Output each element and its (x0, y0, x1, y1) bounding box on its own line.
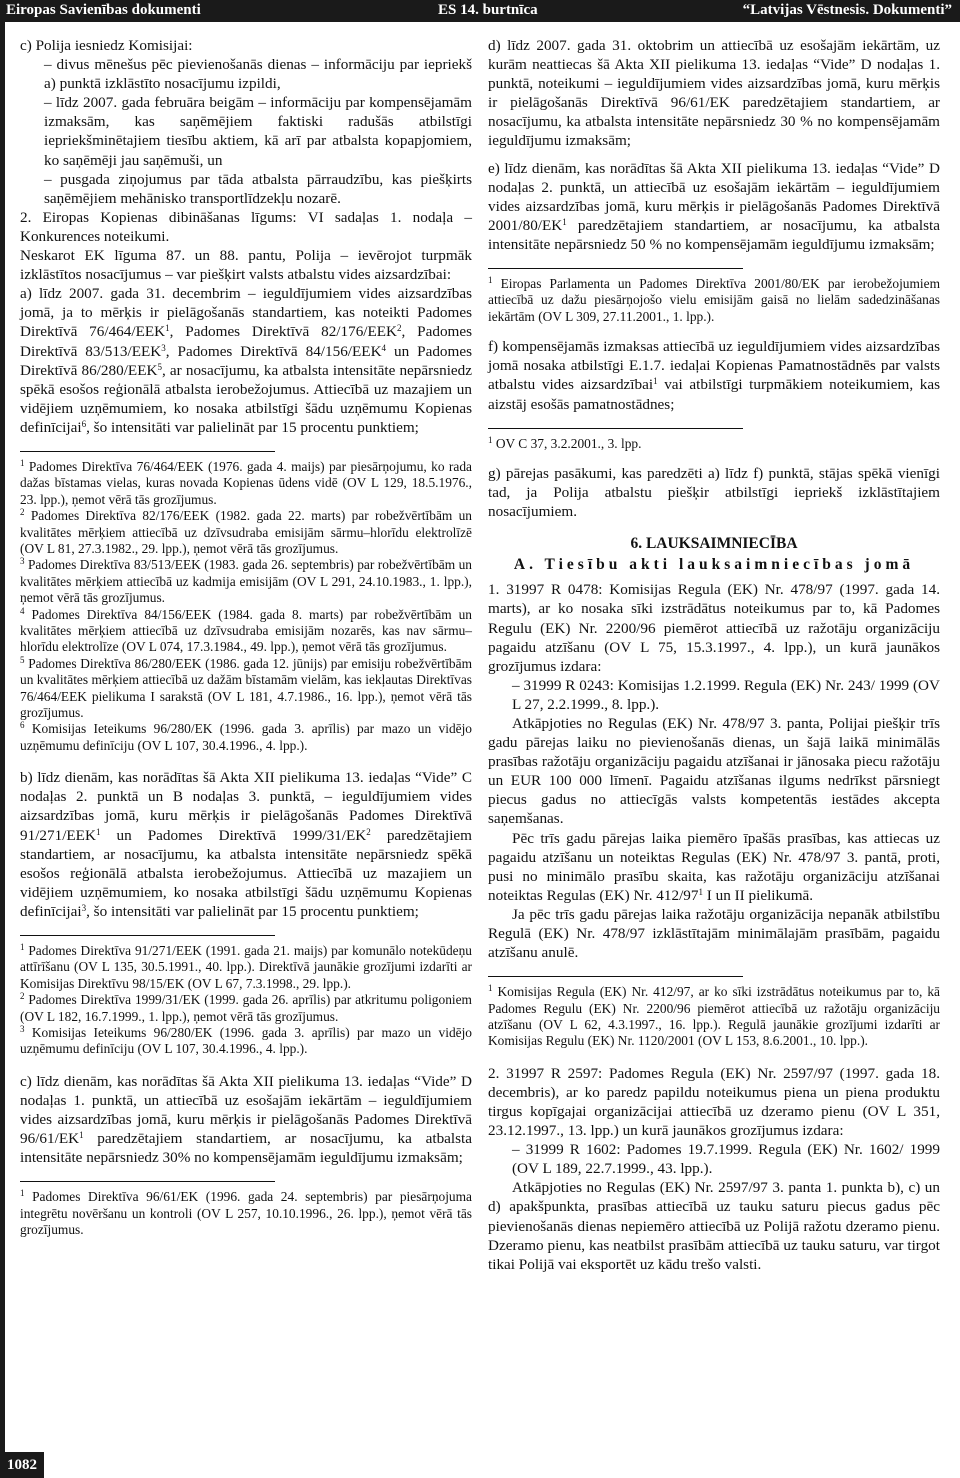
para-c-dash3: – pusgada ziņojumus par tāda atbalsta pārraudzību, kas piešķirts saņēmējiem mehānisko transportlīdzekļu nozarē. (44, 170, 472, 207)
footnote-rule (488, 268, 743, 269)
item-1-para-b: Atkāpjoties no Regulas (EK) Nr. 478/97 3. panta, Polijai piešķir trīs gadu pārejas laiku no pievienošanās dienas, un šajā laikā minimālās prasības ražotāju organizāciju pagaidu atzīšanai ir jānosaka piecu ražotāju un EUR 100 000 līmenī. Pagaidu atzīšanas ilgums nedrīkst pārsniegt piecus gadus no attiecīgās valsts kompetentās iestādes akcepta saņemšanas. (488, 714, 940, 828)
footnote: $^5$ Padomes Direktīva 86/280/EEK (1986. gada 12. jūnijs) par emisiju robežvērtībām un kvalitātes mērķiem attiecībā uz dažām bīstamām vielām, kas iekļautas Direktīvas 76/464/EEK pielikuma I sarakstā (OV L 181, 4.7.1986., 16. lpp.), ņemot vērā tās grozījumus. (20, 654, 472, 721)
footnote: $^3$ Padomes Direktīva 83/513/EEK (1983. gada 26. septembris) par robežvērtībām un kvalitātes mērķiem attiecībā uz kadmija emisijām (OV L 291, 24.10.1983., 1. lpp.), ņemot vērā tās grozījumus. (20, 556, 472, 606)
margin-bar (0, 22, 5, 1478)
item-1-para-c: Pēc trīs gadu pārejas laika piemēro īpašās prasības, kas attiecas uz pagaidu atzīšanu un noteiktas Regulas (EK) Nr. 478/97 3. pantā, proti, pusi no minimālo prasību skaita, kas ražotāju organizāciju atzīšanai noteiktas Regulas (EK) Nr. $412/97^1$ I un II pielikumā. (488, 829, 940, 904)
item-1-dash: – 31999 R 0243: Komisijas 1.2.1999. Regula (EK) Nr. 243/ 1999 (OV L 27, 2.2.1999., 8. lpp.). (512, 676, 940, 713)
header-center: ES 14. burtnīca (438, 2, 538, 18)
right-column (488, 36, 940, 1274)
footnote: $^1$ Komisijas Regula (EK) Nr. 412/97, ar ko sīki izstrādātus noteikumus par to, kā Padomes Regulu (EK) Nr. 2200/96 piemērot attiecībā uz ražotāju organizāciju atzīšanu (OV L 62, 4.3.1997., 16. lpp.). Regulā jaunākie grozījumi izdarīti ar Komisijas Regulu (EK) Nr. 1120/2001 (OV L 153, 8.6.2001., 10. lpp.). (488, 983, 940, 1049)
para-a: a) līdz 2007. gada 31. decembrim – ieguldījumiem vides aizsardzības jomā, ja to mērķis ir pielāgošanās standartiem, kas noteikti Padomes Direktīvā 76/464/EEK$^1$, Padomes Direktīvā 82/176/EEK$^2$, Padomes Direktīvā 83/513/EEK$^3$, Padomes Direktīvā 84/156/EEK$^4$ un Padomes Direktīvā 86/280/EEK$^5$, ar nosacījumu, ka atbalsta intensitāte nepārsniedz spēkā esošos reģionālā atbalsta ierobežojumus. Attiecībā uz mazajiem un vidējiem uzņēmumiem, ko nosaka atbilstīgi šādu uzņēmumu Kopienas definīcijai$^6$, šo intensitāti var palielināt par 15 procentu punktiem; (20, 285, 472, 436)
item-2-dash: – 31999 R 1602: Padomes 19.7.1999. Regula (EK) Nr. 1602/ 1999 (OV L 189, 22.7.1999., 43. lpp.). (512, 1141, 940, 1178)
footnote-rule (20, 1181, 275, 1182)
footnote-rule (488, 428, 743, 429)
footnote: $^4$ Padomes Direktīva 84/156/EEK (1984. gada 8. marts) par robežvērtībām un kvalitātes mērķiem attiecībā uz dzīvsudraba emisijām nozarēs, kas nav sārmu–hlorīdu elektrolīze (OV L 074, 17.3.1984., 49. lpp.), ņemot vērā tās grozījumus. (20, 605, 472, 655)
footnote: $^6$ Komisijas Ieteikums 96/280/EK (1996. gada 3. aprīlis) par mazo un vidējo uzņēmumu definīciju (OV L 107, 30.4.1996., 4. lpp.). (20, 720, 472, 753)
footnote: $^1$ OV C 37, 3.2.2001., 3. lpp. (488, 434, 642, 451)
left-column (20, 36, 472, 1239)
footnote-rule (20, 935, 275, 936)
item-2-para-b: Atkāpjoties no Regulas (EK) Nr. 2597/97 3. panta 1. punkta b), c) un d) apakšpunkta, prasības attiecībā uz tauku saturu piecus gadus pēc pievienošanās dienas nepiemēro attiecībā uz Polijā ražotu dzeramo pienu. Dzeramo pienu, kas neatbilst prasībām attiecībā uz tauku saturu, var tirgot tikai Polijā vai eksportēt uz kādu trešo valsti. (488, 1179, 940, 1273)
item-2: 2. 31997 R 2597: Padomes Regula (EK) Nr. 2597/97 (1997. gada 18. decembris), ar ko paredz papildu noteikumus piena un piena produktu tirgus kopīgajai organizācijai attiecībā uz dzeramo pienu (OV L 351, 23.12.1997., 13. lpp.) un kurā jaunākos grozījumus izdara: (488, 1064, 940, 1140)
header-left: Eiropas Savienības dokumenti (6, 2, 201, 18)
footnote-rule (488, 976, 743, 977)
para-c2: c) līdz dienām, kas norādītas šā Akta XII pielikuma 13. iedaļas “Vide” D nodaļas 1. punktā, un attiecībā uz esošajām iekārtām – ieguldījumiem vides aizsardzības jomā, kuru mērķis ir pielāgošanās Padomes Direktīvā $96/61/EK^1$ paredzētajiem standartiem, ar nosacījumu, ka atbalsta intensitāte nepārsniedz 30% no kompensējamām ieguldījumu izmaksām; (20, 1072, 472, 1167)
para-d: d) līdz 2007. gada 31. oktobrim un attiecībā uz esošajām iekārtām, uz kurām neattiecas šā Akta XII pielikuma 13. iedaļas “Vide” D nodaļas 1. punktā, noteikumi – ieguldījumiem vides aizsardzības jomā, kuru mērķis ir pielāgošanās Direktīvā 96/61/EK paredzētajiem standartiem, ar nosacījumu, ka atbalsta intensitāte nepārsniedz 30 % no kompensējamām ieguldījumu izmaksām; (488, 37, 940, 150)
footnote: $^3$ Komisijas Ieteikums 96/280/EK (1996. gada 3. aprīlis) par mazo un vidējo uzņēmumu definīciju (OV L 107, 30.4.1996., 4. lpp.). (20, 1024, 472, 1057)
header-right: “Latvijas Vēstnesis. Dokumenti” (742, 2, 952, 18)
para-c-label: c) Polija iesniedz Komisijai: (20, 37, 193, 54)
section-2-title: 2. Eiropas Kopienas dibināšanas līgums: VI sadaļas 1. nodaļa – Konkurences noteikumi. (20, 208, 472, 245)
footnote: $^1$ Padomes Direktīva 91/271/EEK (1991. gada 21. maijs) par komunālo notekūdeņu attīrīšanu (OV L 135, 30.5.1991., 40. lpp.). Direktīvā jaunākie grozījumi izdarīti ar Komisijas Direktīvu 98/15/EK (OV L 67, 7.3.1998., 29. lpp.). (20, 942, 472, 991)
footnote: $^1$ Padomes Direktīva 96/61/EK (1996. gada 24. septembris) par piesārņojuma integrētu novēršanu un kontroli (OV L 257, 10.10.1996., 26. lpp.), ņemot vērā tās grozījumus. (20, 1188, 472, 1238)
section-a-title: A. Tiesību akti lauksaimniecības jomā (513, 556, 915, 574)
para-g: g) pārejas pasākumi, kas paredzēti a) līdz f) punktā, stājas spēkā vienīgi tad, ja Polija atbalstu piešķir atbilstīgi iepriekš izklāstītajiem nosacījumiem. (488, 465, 940, 521)
item-1: 1. 31997 R 0478: Komisijas Regula (EK) Nr. 478/97 (1997. gada 14. marts), ar ko nosaka sīki izstrādātus noteikumus par to, kā Padomes Regulu (EK) Nr. 2200/96 piemērot attiecībā uz ražotāju organizāciju pagaidu atzīšanu (OV L 75, 15.3.1997., 4. lpp.), un kurā jaunākos grozījumus izdara: (488, 581, 940, 675)
footnote: $^1$ Eiropas Parlamenta un Padomes Direktīva 2001/80/EK par ierobežojumiem attiecībā uz dažu piesārņojošo vielu emisijām gaisā no lielām sadedzināšanas iekārtām (OV L 309, 27.11.2001., 1. lpp.). (488, 275, 940, 324)
para-f: f) kompensējamās izmaksas attiecībā uz ieguldījumiem vides aizsardzības jomā nosaka atbilstīgi E.1.7. iedaļai Kopienas Pamatnostādnēs par valsts atbalstu vides aizsardzībai$^1$ vai atbilstīgi turpmākiem noteikumiem, kas aizstāj esošās pamatnostādnes; (488, 338, 940, 413)
para-s2: Neskarot EK līguma 87. un 88. pantu, Polija – ievērojot turpmāk izklāstītos nosacījumus – var piešķirt valsts atbalstu vides aizsardzībai: (20, 247, 472, 284)
footnote: $^2$ Padomes Direktīva 82/176/EEK (1982. gada 22. marts) par robežvērtībām un kvalitātes mērķiem attiecībā uz dzīvsudraba emisijām sārmu–hlorīdu elektrolīzē (OV L 81, 27.3.1982., 29. lpp.), ņemot vērā tās grozījumus. (20, 507, 472, 556)
footnote: $^1$ Padomes Direktīva 76/464/EEK (1976. gada 4. maijs) par piesārņojumu, ko rada dažas bīstamas vielas, kuras novada Kopienas ūdens vidē (OV L 129, 18.5.1976., 23. lpp.), ņemot vērā tās grozījumus. (20, 457, 472, 507)
item-1-para-d: Ja pēc trīs gadu pārejas laika ražotāju organizācija nepanāk atbilstību Regulā (EK) Nr. 478/97 izklāstītajām minimālajām prasībām, pagaidu atzīšanu anulē. (488, 905, 940, 962)
page-number: 1082 (0, 1452, 44, 1478)
footnote-rule (20, 451, 275, 452)
section-6-title: 6. LAUKSAIMNIECĪBA (630, 535, 798, 553)
footnote: $^2$ Padomes Direktīva 1999/31/EK (1999. gada 26. aprīlis) par atkritumu poligoniem (OV L 182, 16.7.1999., 1. lpp.), ņemot vērā tās grozījumus. (20, 991, 472, 1024)
para-c-dash2: – līdz 2007. gada februāra beigām – informāciju par kompensējamām izmaksām, kas saņēmējiem faktiski radušās atbilstīgi iepriekšminētajiem tiesību aktiem, kā arī par atbalsta kopapjomiem, ko saņēmēji jau saņēmuši, un (44, 94, 472, 169)
running-header (0, 0, 960, 22)
para-c-dash1: – divus mēnešus pēc pievienošanās dienas – informāciju par iepriekš a) punktā izklāstīto nosacījumu izpildi, (44, 56, 472, 93)
para-e: e) līdz dienām, kas norādītas šā Akta XII pielikuma 13. iedaļas “Vide” D nodaļas 2. punktā, un attiecībā uz esošajām iekārtām – ieguldījumiem vides aizsardzības jomā, kuru mērķis ir pielāgošanās Padomes Direktīvā $2001/80/EK^1$ paredzētajiem standartiem, ar nosacījumu, ka atbalsta intensitāte nepārsniedz 50 % no kompensējamām ieguldījumu izmaksām; (488, 159, 940, 253)
para-b: b) līdz dienām, kas norādītas šā Akta XII pielikuma 13. iedaļas “Vide” C nodaļas 2. punktā un B nodaļas 3. punktā, – ieguldījumiem vides aizsardzības jomā, kuru mērķis ir pielāgošanās Padomes Direktīvā 91/271/EEK$^1$ un Padomes Direktīvā $1999/31/EK^2$ paredzētajiem standartiem, ar nosacījumu, ka atbalsta intensitāte nepārsniedz spēkā esošos reģionālā atbalsta ierobežojumus. Attiecībā uz mazajiem un vidējiem uzņēmumiem, ko nosaka atbilstīgi šādu uzņēmumu Kopienas definīcijai$^3$, šo intensitāti var palielināt par 15 procentu punktiem; (20, 769, 472, 920)
